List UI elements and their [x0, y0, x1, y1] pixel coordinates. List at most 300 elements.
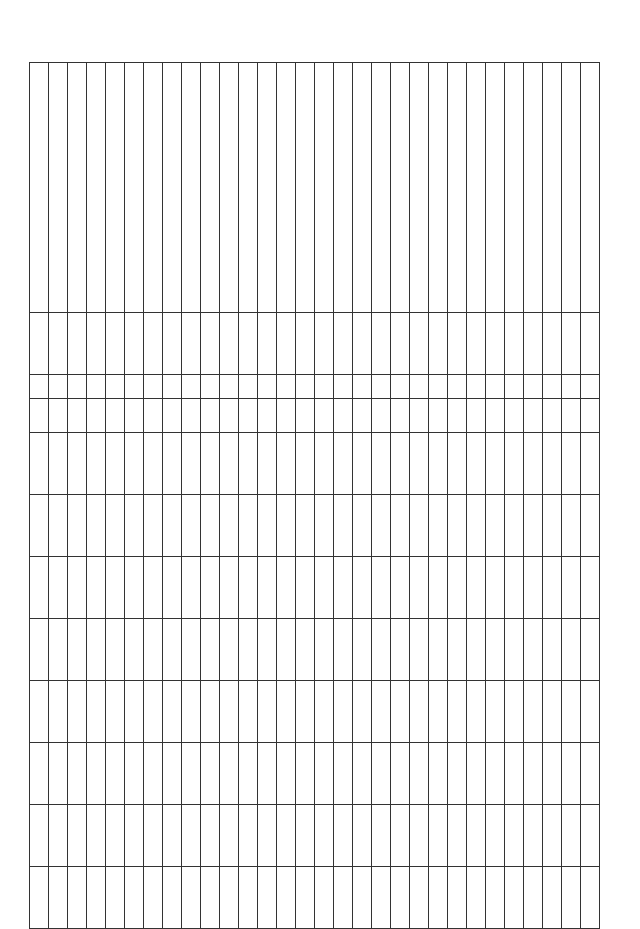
table-cell — [239, 375, 258, 399]
table-cell — [448, 867, 467, 929]
table-cell — [258, 433, 277, 495]
table-cell — [486, 399, 505, 433]
table-cell — [543, 557, 562, 619]
table-cell — [277, 495, 296, 557]
table-cell — [277, 63, 296, 313]
table-cell — [144, 63, 163, 313]
table-cell — [220, 495, 239, 557]
table-cell — [125, 399, 144, 433]
table-cell — [144, 743, 163, 805]
table-cell — [353, 867, 372, 929]
table-cell — [562, 63, 581, 313]
table-cell — [543, 867, 562, 929]
table-cell — [125, 313, 144, 375]
table-cell — [163, 63, 182, 313]
table-row — [125, 63, 144, 929]
table-cell — [239, 619, 258, 681]
table-cell — [258, 495, 277, 557]
table-cell — [277, 805, 296, 867]
table-cell — [391, 375, 410, 399]
table-cell — [163, 375, 182, 399]
table-cell — [296, 399, 315, 433]
table-cell — [562, 743, 581, 805]
table-cell — [220, 557, 239, 619]
table-cell — [106, 313, 125, 375]
table-cell — [87, 743, 106, 805]
table-cell — [353, 495, 372, 557]
budget-table-frame — [60, 62, 600, 862]
table-cell — [163, 399, 182, 433]
table-cell — [182, 681, 201, 743]
table-cell — [201, 619, 220, 681]
table-cell — [562, 375, 581, 399]
table-cell — [562, 399, 581, 433]
table-row — [315, 63, 334, 929]
table-cell — [87, 619, 106, 681]
table-cell — [163, 805, 182, 867]
table-cell — [220, 805, 239, 867]
table-cell — [144, 557, 163, 619]
table-cell — [296, 433, 315, 495]
table-cell — [391, 805, 410, 867]
table-cell — [87, 399, 106, 433]
table-cell — [239, 557, 258, 619]
table-cell — [562, 619, 581, 681]
table-cell — [410, 399, 429, 433]
table-cell — [334, 619, 353, 681]
table-row — [201, 63, 220, 929]
table-cell — [429, 313, 448, 375]
table-cell — [467, 681, 486, 743]
table-row — [448, 63, 467, 929]
table-cell — [429, 375, 448, 399]
table-cell — [144, 495, 163, 557]
table-row — [258, 63, 277, 929]
table-cell — [334, 557, 353, 619]
table-cell — [125, 433, 144, 495]
table-cell — [353, 681, 372, 743]
table-row — [372, 63, 391, 929]
table-cell — [486, 375, 505, 399]
table-cell — [524, 681, 543, 743]
table-cell — [581, 805, 600, 867]
table-cell — [68, 743, 87, 805]
table-cell — [68, 375, 87, 399]
table-cell — [182, 399, 201, 433]
table-cell — [524, 867, 543, 929]
table-cell — [201, 805, 220, 867]
table-cell — [30, 557, 49, 619]
table-cell — [125, 681, 144, 743]
table-cell — [144, 375, 163, 399]
table-cell — [505, 375, 524, 399]
table-row — [144, 63, 163, 929]
table-cell — [239, 495, 258, 557]
table-cell — [353, 63, 372, 313]
table-cell — [239, 805, 258, 867]
table-cell — [524, 375, 543, 399]
table-cell — [315, 313, 334, 375]
table-cell — [505, 63, 524, 313]
table-cell — [30, 743, 49, 805]
table-cell — [581, 375, 600, 399]
table-cell — [182, 495, 201, 557]
table-cell — [296, 63, 315, 313]
table-cell — [562, 557, 581, 619]
table-cell — [505, 867, 524, 929]
table-cell — [125, 743, 144, 805]
table-cell — [429, 743, 448, 805]
table-cell — [334, 805, 353, 867]
table-cell — [429, 495, 448, 557]
table-cell — [448, 375, 467, 399]
table-cell — [201, 399, 220, 433]
table-cell — [220, 867, 239, 929]
table-cell — [543, 681, 562, 743]
table-cell — [429, 557, 448, 619]
table-cell — [372, 313, 391, 375]
table-cell — [486, 63, 505, 313]
table-cell — [258, 399, 277, 433]
table-cell — [581, 557, 600, 619]
table-cell — [467, 867, 486, 929]
table-cell — [429, 63, 448, 313]
table-cell — [258, 313, 277, 375]
table-cell — [410, 63, 429, 313]
table-cell — [410, 375, 429, 399]
table-cell — [144, 619, 163, 681]
table-cell — [429, 867, 448, 929]
table-cell — [49, 619, 68, 681]
table-cell — [315, 681, 334, 743]
table-row — [410, 63, 429, 929]
table-cell — [106, 495, 125, 557]
table-cell — [68, 433, 87, 495]
table-cell — [220, 375, 239, 399]
table-cell — [106, 375, 125, 399]
table-cell — [543, 495, 562, 557]
table-row — [505, 63, 524, 929]
table-cell — [524, 557, 543, 619]
table-cell — [543, 375, 562, 399]
table-cell — [201, 681, 220, 743]
table-cell — [448, 433, 467, 495]
table-cell — [239, 313, 258, 375]
table-cell — [68, 313, 87, 375]
table-cell — [125, 867, 144, 929]
table-cell — [467, 375, 486, 399]
table-cell — [334, 63, 353, 313]
table-cell — [87, 805, 106, 867]
table-cell — [68, 619, 87, 681]
table-cell — [239, 681, 258, 743]
table-cell — [315, 433, 334, 495]
table-cell — [125, 619, 144, 681]
table-cell — [182, 619, 201, 681]
table-cell — [277, 867, 296, 929]
table-cell — [334, 743, 353, 805]
table-row — [562, 63, 581, 929]
table-cell — [144, 313, 163, 375]
table-cell — [258, 619, 277, 681]
table-cell — [296, 743, 315, 805]
table-cell — [277, 313, 296, 375]
table-row — [106, 63, 125, 929]
table-cell — [220, 433, 239, 495]
table-cell — [182, 63, 201, 313]
table-cell — [49, 399, 68, 433]
table-cell — [372, 433, 391, 495]
table-cell — [49, 805, 68, 867]
table-cell — [201, 375, 220, 399]
table-cell — [220, 399, 239, 433]
table-cell — [106, 399, 125, 433]
table-cell — [258, 375, 277, 399]
table-cell — [220, 681, 239, 743]
table-cell — [296, 557, 315, 619]
table-cell — [87, 375, 106, 399]
table-cell — [182, 557, 201, 619]
table-cell — [429, 619, 448, 681]
table-cell — [239, 63, 258, 313]
table-cell — [201, 63, 220, 313]
table-cell — [163, 743, 182, 805]
table-cell — [163, 681, 182, 743]
table-cell — [182, 743, 201, 805]
table-cell — [258, 63, 277, 313]
table-cell — [201, 433, 220, 495]
table-cell — [220, 63, 239, 313]
table-cell — [505, 433, 524, 495]
table-cell — [258, 805, 277, 867]
table-cell — [581, 867, 600, 929]
table-cell — [49, 63, 68, 313]
table-cell — [49, 495, 68, 557]
table-cell — [562, 313, 581, 375]
table-cell — [353, 557, 372, 619]
table-cell — [486, 743, 505, 805]
table-cell — [106, 867, 125, 929]
table-cell — [125, 495, 144, 557]
table-cell — [68, 867, 87, 929]
table-row — [49, 63, 68, 929]
table-cell — [524, 399, 543, 433]
table-cell — [372, 399, 391, 433]
table-cell — [201, 867, 220, 929]
table-cell — [68, 557, 87, 619]
table-cell — [68, 805, 87, 867]
table-cell — [467, 313, 486, 375]
table-row — [353, 63, 372, 929]
table-row — [581, 63, 600, 929]
table-cell — [410, 495, 429, 557]
table-cell — [543, 433, 562, 495]
table-cell — [144, 399, 163, 433]
table-cell — [106, 681, 125, 743]
table-cell — [315, 495, 334, 557]
table-cell — [201, 743, 220, 805]
table-cell — [334, 867, 353, 929]
table-row — [543, 63, 562, 929]
table-cell — [505, 743, 524, 805]
table-cell — [182, 375, 201, 399]
table-cell — [448, 495, 467, 557]
table-cell — [334, 313, 353, 375]
table-cell — [277, 375, 296, 399]
table-cell — [315, 743, 334, 805]
table-cell — [581, 495, 600, 557]
table-cell — [562, 433, 581, 495]
table-cell — [30, 313, 49, 375]
table-cell — [391, 557, 410, 619]
table-cell — [353, 743, 372, 805]
table-cell — [334, 681, 353, 743]
table-cell — [467, 557, 486, 619]
table-cell — [106, 619, 125, 681]
table-cell — [448, 619, 467, 681]
table-cell — [163, 495, 182, 557]
table-cell — [372, 63, 391, 313]
table-cell — [543, 399, 562, 433]
table-cell — [277, 433, 296, 495]
table-cell — [562, 867, 581, 929]
table-cell — [49, 681, 68, 743]
table-cell — [296, 619, 315, 681]
table-cell — [106, 433, 125, 495]
table-cell — [486, 495, 505, 557]
table-cell — [486, 681, 505, 743]
table-cell — [125, 375, 144, 399]
table-cell — [277, 557, 296, 619]
table-cell — [334, 375, 353, 399]
table-row — [334, 63, 353, 929]
table-cell — [125, 805, 144, 867]
table-cell — [68, 399, 87, 433]
table-cell — [87, 63, 106, 313]
table-cell — [372, 867, 391, 929]
table-cell — [467, 619, 486, 681]
table-cell — [467, 433, 486, 495]
table-cell — [106, 63, 125, 313]
table-row — [391, 63, 410, 929]
table-cell — [315, 805, 334, 867]
table-cell — [68, 63, 87, 313]
table-cell — [467, 63, 486, 313]
table-row — [68, 63, 87, 929]
table-cell — [258, 557, 277, 619]
table-cell — [372, 495, 391, 557]
table-cell — [505, 495, 524, 557]
table-cell — [429, 433, 448, 495]
table-cell — [353, 399, 372, 433]
table-cell — [30, 375, 49, 399]
table-cell — [163, 433, 182, 495]
table-cell — [87, 313, 106, 375]
table-cell — [144, 433, 163, 495]
table-cell — [182, 433, 201, 495]
table-cell — [353, 805, 372, 867]
table-cell — [467, 495, 486, 557]
table-cell — [163, 619, 182, 681]
table-cell — [334, 433, 353, 495]
table-cell — [239, 399, 258, 433]
table-cell — [201, 557, 220, 619]
table-cell — [448, 743, 467, 805]
table-cell — [486, 867, 505, 929]
table-cell — [486, 313, 505, 375]
table-row — [486, 63, 505, 929]
table-cell — [239, 433, 258, 495]
table-cell — [543, 313, 562, 375]
table-cell — [87, 433, 106, 495]
table-cell — [182, 313, 201, 375]
table-cell — [315, 619, 334, 681]
table-cell — [49, 313, 68, 375]
table-cell — [429, 681, 448, 743]
table-cell — [163, 557, 182, 619]
table-cell — [467, 743, 486, 805]
table-cell — [505, 619, 524, 681]
table-cell — [391, 681, 410, 743]
table-cell — [68, 495, 87, 557]
table-cell — [334, 495, 353, 557]
table-cell — [429, 805, 448, 867]
table-cell — [296, 867, 315, 929]
table-cell — [30, 399, 49, 433]
table-cell — [505, 681, 524, 743]
table-row — [87, 63, 106, 929]
table-cell — [296, 681, 315, 743]
table-cell — [372, 681, 391, 743]
table-cell — [486, 557, 505, 619]
table-row — [30, 63, 49, 929]
table-row — [277, 63, 296, 929]
table-cell — [448, 557, 467, 619]
table-cell — [448, 399, 467, 433]
table-cell — [505, 557, 524, 619]
table-cell — [144, 805, 163, 867]
table-cell — [410, 313, 429, 375]
table-cell — [410, 557, 429, 619]
table-cell — [581, 63, 600, 313]
table-cell — [524, 433, 543, 495]
table-cell — [277, 619, 296, 681]
table-cell — [448, 681, 467, 743]
table-cell — [49, 867, 68, 929]
table-cell — [467, 805, 486, 867]
table-cell — [239, 743, 258, 805]
table-cell — [543, 805, 562, 867]
table-cell — [201, 313, 220, 375]
table-cell — [391, 313, 410, 375]
table-cell — [87, 557, 106, 619]
table-cell — [315, 63, 334, 313]
table-cell — [562, 681, 581, 743]
table-cell — [353, 375, 372, 399]
table-cell — [581, 681, 600, 743]
table-cell — [543, 619, 562, 681]
table-cell — [30, 63, 49, 313]
table-cell — [581, 619, 600, 681]
table-cell — [182, 805, 201, 867]
table-cell — [49, 557, 68, 619]
table-cell — [49, 433, 68, 495]
table-cell — [258, 681, 277, 743]
table-cell — [125, 63, 144, 313]
table-cell — [505, 313, 524, 375]
table-cell — [562, 805, 581, 867]
table-cell — [410, 619, 429, 681]
